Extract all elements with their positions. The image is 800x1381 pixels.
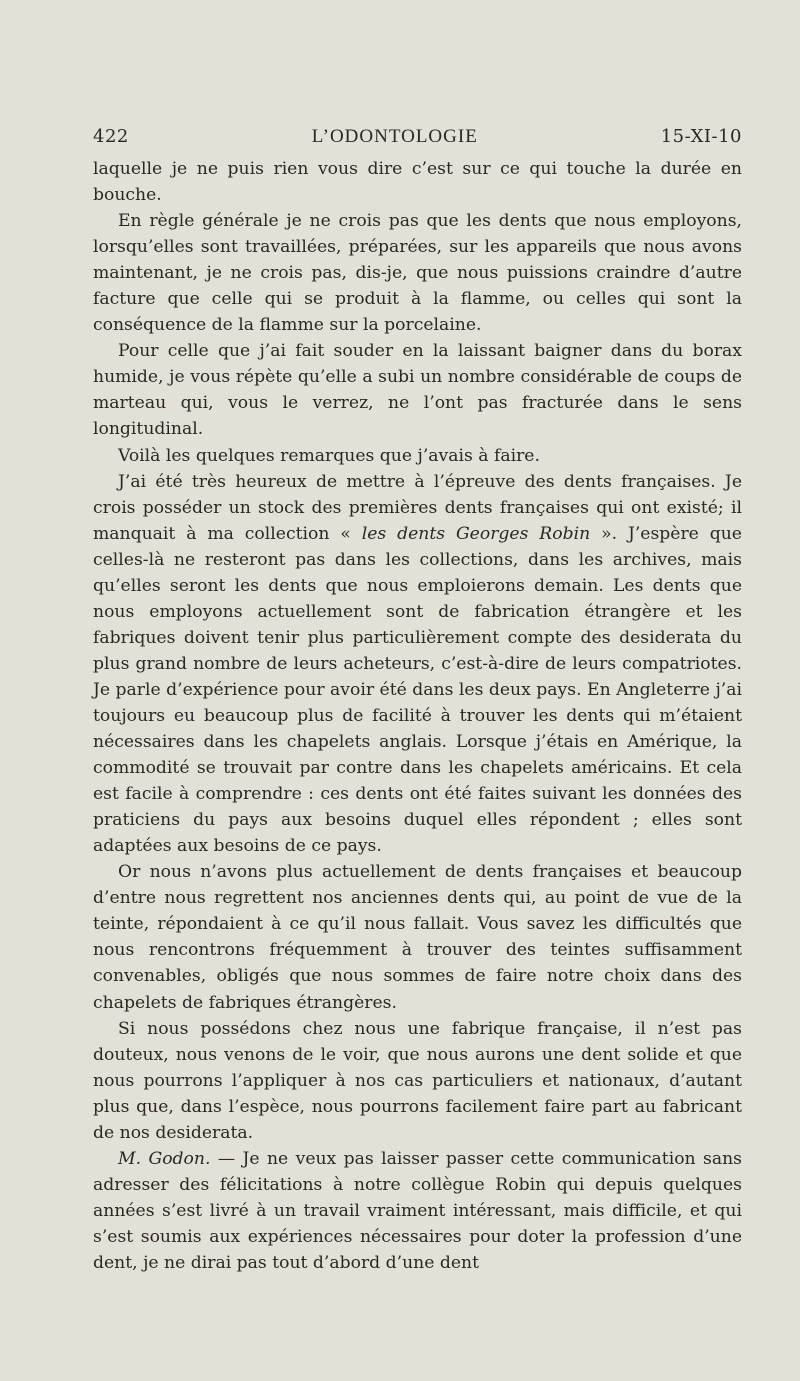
- paragraph-2: En règle générale je ne crois pas que les dents que nous employons, lorsqu’elles sont travaillées, préparées, sur les appareils que nous avons maintenant, je ne crois pas, dis-je, que nous puissions craindre d’autre facture que celle qui se produit à la flamme, ou celles qui sont la conséquence de la flamme sur la porcelaine.: [93, 211, 742, 336]
- paragraph-6: Or nous n’avons plus actuellement de dents françaises et beaucoup d’entre nous regrettent nos anciennes dents qui, au point de vue de la teinte, répondaient à ce qu’il nous fallait. Vous savez les difficultés que nous rencontrons fréquemment à trouver des teintes suffisamment convenables, obligés que nous sommes de faire notre choix dans des chapelets de fabriques étrangères.: [93, 862, 742, 1013]
- paragraph-7: Si nous possédons chez nous une fabrique française, il n’est pas douteux, nous venons de le voir, que nous aurons une dent solide et que nous pourrons l’appliquer à nos cas particuliers et nationaux, d’autant plus que, dans l’espèce, nous pourrons facilement faire part au fabricant de nos desiderata.: [93, 1018, 742, 1143]
- issue-date: 15-XI-10: [660, 126, 742, 147]
- speaker-name: M. Godon.: [118, 1148, 211, 1169]
- paragraph-8: [93, 1146, 742, 1276]
- paragraph-5: [93, 469, 742, 860]
- running-header: [93, 126, 742, 152]
- paragraph-5-italic: les dents Georges Robin: [361, 523, 591, 544]
- paragraph-5-after: ». J’espère que celles-là ne resteront pas dans les collections, dans les archives, mais qu’elles seront les dents que nous emploierons demain. Les dents que nous employons actuellement sont de fabrication étrangère et les fabriques doivent tenir plus particulièrement compte des desiderata du plus grand nombre de leurs acheteurs, c’est-à-dire de leurs compatriotes. Je parle d’expérience pour avoir été dans les deux pays. En Angleterre j’ai toujours eu beaucoup plus de facilité à trouver les dents qui m’étaient nécessaires dans les chapelets anglais. Lorsque j’étais en Amérique, la commodité se trouvait par contre dans les chapelets américains. Et cela est facile à comprendre : ces dents ont été faites suivant les données des praticiens du pays aux besoins duquel elles répondent ; elles sont adaptées aux besoins de ce pays.: [93, 523, 742, 857]
- paragraph-4: Voilà les quelques remarques que j’avais à faire.: [118, 445, 540, 466]
- journal-title: L’ODONTOLOGIE: [311, 126, 478, 147]
- paragraph-8-text: — Je ne veux pas laisser passer cette communication sans adresser des félicitations à notre collègue Robin qui depuis quelques années s’est livré à un travail vraiment intéressant, mais difficile, et qui s’est soumis aux expériences nécessaires pour doter la profession d’une dent, je ne dirai pas tout d’abord d’une dent: [93, 1148, 742, 1273]
- paragraph-3: Pour celle que j’ai fait souder en la laissant baigner dans du borax humide, je vous répète qu’elle a subi un nombre considérable de coups de marteau qui, vous le verrez, ne l’ont pas fracturée dans le sens longitudinal.: [93, 341, 742, 440]
- paragraph-1: laquelle je ne puis rien vous dire c’est sur ce qui touche la durée en bouche.: [93, 159, 742, 206]
- body-text: [93, 156, 742, 1276]
- paragraph-5-before: J’ai été très heureux de mettre à l’épreuve des dents françaises. Je crois posséder un stock des premières dents françaises qui ont existé; il manquait à ma collection «: [93, 471, 742, 544]
- page-number: 422: [93, 126, 129, 147]
